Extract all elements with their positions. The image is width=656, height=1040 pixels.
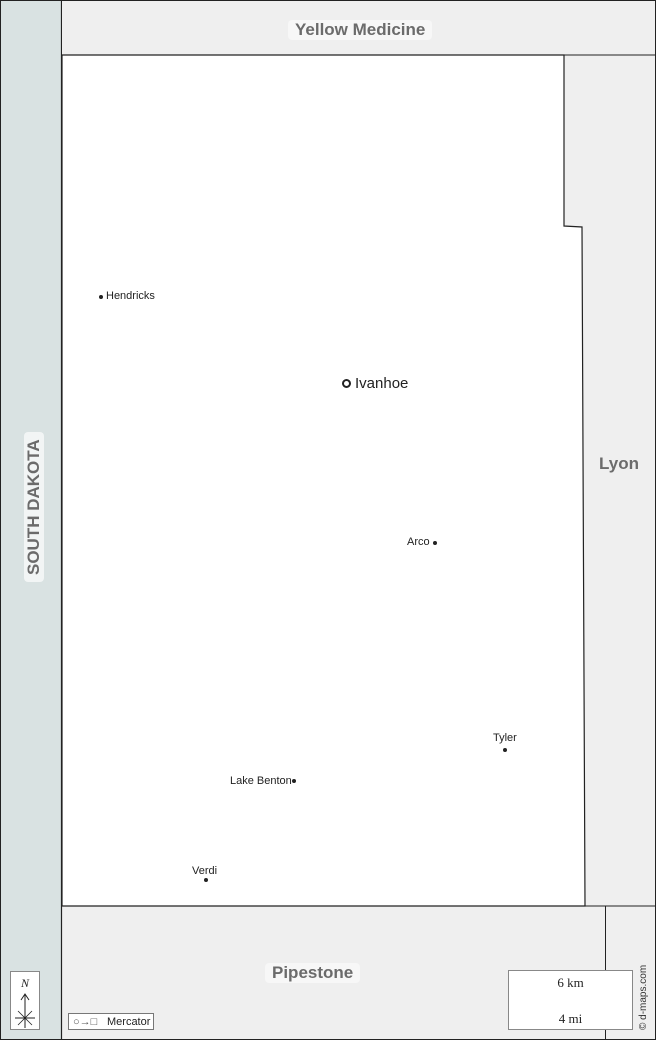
city-label-lake-benton: Lake Benton <box>230 775 292 787</box>
county-seat-marker <box>342 379 351 388</box>
credit-text: © d-maps.com <box>638 964 649 1030</box>
city-marker-verdi <box>204 878 208 882</box>
city-marker-hendricks <box>99 295 103 299</box>
north-arrow-label: N <box>21 976 30 990</box>
city-label-hendricks: Hendricks <box>106 290 155 302</box>
region-label-lyon: Lyon <box>592 454 646 474</box>
city-marker-tyler <box>503 748 507 752</box>
region-label-south-dakota: SOUTH DAKOTA <box>24 432 44 582</box>
compass-icon <box>11 990 39 1030</box>
scale-box <box>508 970 633 1030</box>
lincoln-county-area <box>62 55 585 906</box>
city-label-tyler: Tyler <box>493 732 517 744</box>
projection-icon: ○→□ <box>73 1016 98 1028</box>
city-marker-arco <box>433 541 437 545</box>
projection-label: Mercator <box>107 1016 151 1028</box>
projection-legend <box>68 1013 154 1030</box>
region-label-yellow-medicine: Yellow Medicine <box>288 20 432 40</box>
county-seat-label: Ivanhoe <box>355 375 409 392</box>
region-label-pipestone: Pipestone <box>265 963 360 983</box>
city-label-arco: Arco <box>407 536 430 548</box>
city-label-verdi: Verdi <box>192 865 218 877</box>
north-arrow <box>10 971 40 1030</box>
city-marker-lake-benton <box>292 779 296 783</box>
scale-label-km: 6 km <box>557 975 584 990</box>
scale-label-mi: 4 mi <box>558 1011 583 1026</box>
